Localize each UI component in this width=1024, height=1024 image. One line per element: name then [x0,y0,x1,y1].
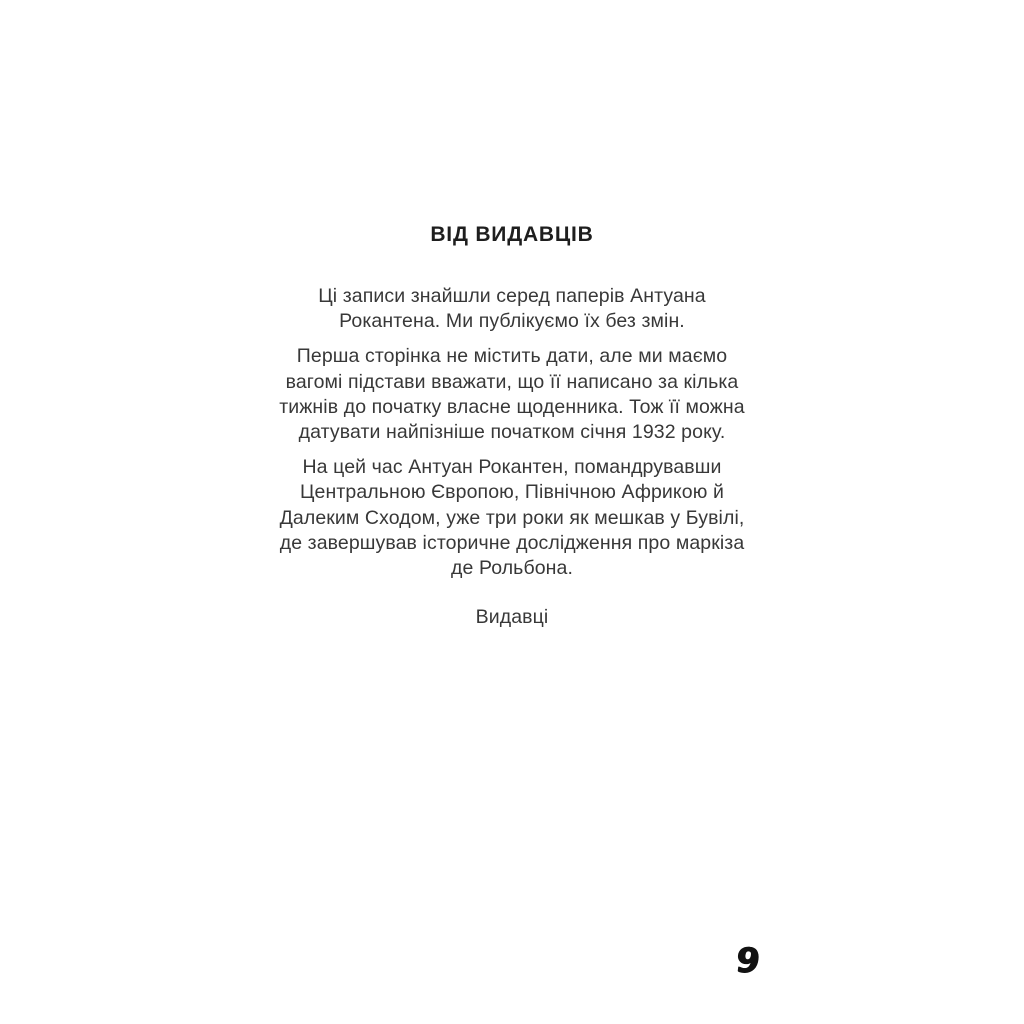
page-number: 9 [733,940,763,982]
chapter-title: ВІД ВИДАВЦІВ [430,223,594,246]
publishers-signature: Видавці [475,606,549,629]
paragraph-1: Ці записи знайшли серед паперів Антуана Рокантена. Ми публікуємо їх без змін. [318,285,706,333]
paragraph-2: Перша сторінка не містить дати, але ми маємо вагомі підстави вважати, що її написано за кілька тижнів до початку власне щоденника. Тож її можна датувати найпізніше початком січня 1932 року. [279,345,745,444]
page-content [267,222,757,630]
paragraph-3: На цей час Антуан Рокантен, помандрувавши Центральною Європою, Північною Африкою й Далеким Сходом, уже три роки як мешкав у Бувілі, де завершував історичне дослідження про маркіза де Рольбона. [279,456,745,580]
